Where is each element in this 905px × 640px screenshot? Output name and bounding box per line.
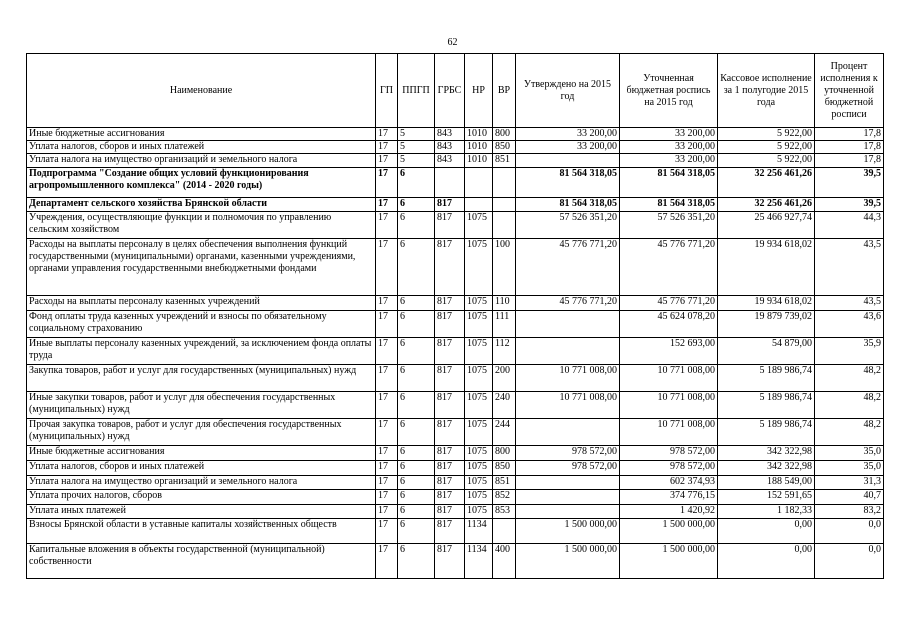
cell-grbs: 817 <box>435 392 465 419</box>
cell-percent: 35,9 <box>815 338 884 365</box>
table-row <box>27 544 884 579</box>
cell-cash: 188 549,00 <box>718 476 815 490</box>
cell-refined: 1 420,92 <box>620 505 718 519</box>
cell-grbs: 817 <box>435 476 465 490</box>
cell-grbs: 817 <box>435 519 465 544</box>
cell-gp: 17 <box>376 419 398 446</box>
cell-np: 1075 <box>465 311 493 338</box>
cell-name: Уплата налогов, сборов и иных платежей <box>27 141 376 154</box>
cell-percent: 17,8 <box>815 128 884 141</box>
cell-vr <box>493 519 516 544</box>
cell-gp: 17 <box>376 476 398 490</box>
cell-name: Взносы Брянской области в уставные капиталы хозяйственных обществ <box>27 519 376 544</box>
cell-np: 1075 <box>465 392 493 419</box>
cell-approved <box>516 419 620 446</box>
cell-vr: 853 <box>493 505 516 519</box>
cell-vr: 110 <box>493 296 516 311</box>
cell-ppgp: 5 <box>398 128 435 141</box>
cell-cash: 19 879 739,02 <box>718 311 815 338</box>
table-row <box>27 392 884 419</box>
cell-vr: 851 <box>493 154 516 168</box>
cell-name: Расходы на выплаты персоналу в целях обеспечения выполнения функций государственными (муниципальными) органами, казенными учреждениями, органами управления государственными внебюджетными фондами <box>27 239 376 296</box>
header-grbs: ГРБС <box>435 54 465 128</box>
cell-cash: 5 189 986,74 <box>718 419 815 446</box>
cell-cash: 5 189 986,74 <box>718 392 815 419</box>
cell-approved: 10 771 008,00 <box>516 365 620 392</box>
cell-name: Уплата налога на имущество организаций и земельного налога <box>27 476 376 490</box>
cell-gp: 17 <box>376 212 398 239</box>
cell-percent: 0,0 <box>815 519 884 544</box>
cell-ppgp: 6 <box>398 419 435 446</box>
header-cash: Кассовое исполнение за 1 полугодие 2015 года <box>718 54 815 128</box>
cell-name: Иные закупки товаров, работ и услуг для обеспечения государственных (муниципальных) нужд <box>27 392 376 419</box>
cell-grbs: 817 <box>435 239 465 296</box>
cell-grbs: 817 <box>435 311 465 338</box>
cell-refined: 45 776 771,20 <box>620 296 718 311</box>
cell-gp: 17 <box>376 519 398 544</box>
budget-table <box>26 53 884 579</box>
cell-ppgp: 6 <box>398 461 435 476</box>
cell-name: Уплата налогов, сборов и иных платежей <box>27 461 376 476</box>
cell-approved: 978 572,00 <box>516 461 620 476</box>
cell-refined: 152 693,00 <box>620 338 718 365</box>
cell-name: Прочая закупка товаров, работ и услуг для обеспечения государственных (муниципальных) нужд <box>27 419 376 446</box>
cell-ppgp: 5 <box>398 154 435 168</box>
cell-vr: 800 <box>493 446 516 461</box>
header-name: Наименование <box>27 54 376 128</box>
cell-refined: 45 776 771,20 <box>620 239 718 296</box>
cell-gp: 17 <box>376 128 398 141</box>
cell-approved: 33 200,00 <box>516 128 620 141</box>
table-row <box>27 365 884 392</box>
cell-name: Иные бюджетные ассигнования <box>27 128 376 141</box>
cell-approved: 10 771 008,00 <box>516 392 620 419</box>
header-row <box>27 54 884 128</box>
cell-percent: 40,7 <box>815 490 884 505</box>
cell-np: 1010 <box>465 154 493 168</box>
cell-grbs: 817 <box>435 338 465 365</box>
table-row <box>27 168 884 198</box>
table-row <box>27 419 884 446</box>
cell-cash: 342 322,98 <box>718 461 815 476</box>
cell-percent: 17,8 <box>815 141 884 154</box>
cell-cash: 152 591,65 <box>718 490 815 505</box>
cell-np: 1010 <box>465 128 493 141</box>
cell-ppgp: 6 <box>398 519 435 544</box>
cell-grbs: 843 <box>435 154 465 168</box>
cell-np: 1075 <box>465 212 493 239</box>
cell-approved: 45 776 771,20 <box>516 239 620 296</box>
cell-gp: 17 <box>376 392 398 419</box>
cell-gp: 17 <box>376 446 398 461</box>
table-row <box>27 519 884 544</box>
cell-refined: 81 564 318,05 <box>620 198 718 212</box>
cell-grbs: 817 <box>435 461 465 476</box>
cell-cash: 32 256 461,26 <box>718 198 815 212</box>
header-approved: Утверждено на 2015 год <box>516 54 620 128</box>
cell-grbs: 817 <box>435 490 465 505</box>
cell-vr: 200 <box>493 365 516 392</box>
cell-name: Расходы на выплаты персоналу казенных учреждений <box>27 296 376 311</box>
cell-ppgp: 6 <box>398 311 435 338</box>
table-row <box>27 141 884 154</box>
cell-grbs: 817 <box>435 296 465 311</box>
table-row <box>27 212 884 239</box>
cell-cash: 32 256 461,26 <box>718 168 815 198</box>
table-row <box>27 490 884 505</box>
cell-ppgp: 6 <box>398 476 435 490</box>
cell-name: Иные выплаты персоналу казенных учреждений, за исключением фонда оплаты труда <box>27 338 376 365</box>
cell-grbs: 843 <box>435 141 465 154</box>
cell-np: 1075 <box>465 505 493 519</box>
cell-vr: 800 <box>493 128 516 141</box>
cell-percent: 44,3 <box>815 212 884 239</box>
cell-cash: 5 922,00 <box>718 141 815 154</box>
cell-gp: 17 <box>376 338 398 365</box>
cell-name: Уплата налога на имущество организаций и земельного налога <box>27 154 376 168</box>
cell-percent: 0,0 <box>815 544 884 579</box>
table-row <box>27 239 884 296</box>
cell-cash: 19 934 618,02 <box>718 239 815 296</box>
cell-vr: 850 <box>493 461 516 476</box>
cell-cash: 5 922,00 <box>718 154 815 168</box>
cell-ppgp: 6 <box>398 490 435 505</box>
cell-gp: 17 <box>376 168 398 198</box>
cell-gp: 17 <box>376 239 398 296</box>
cell-grbs: 817 <box>435 446 465 461</box>
cell-percent: 39,5 <box>815 198 884 212</box>
cell-ppgp: 6 <box>398 544 435 579</box>
cell-vr: 111 <box>493 311 516 338</box>
cell-name: Уплата прочих налогов, сборов <box>27 490 376 505</box>
cell-cash: 25 466 927,74 <box>718 212 815 239</box>
cell-percent: 35,0 <box>815 446 884 461</box>
cell-grbs: 817 <box>435 544 465 579</box>
cell-name: Капитальные вложения в объекты государственной (муниципальной) собственности <box>27 544 376 579</box>
cell-ppgp: 6 <box>398 168 435 198</box>
cell-approved: 57 526 351,20 <box>516 212 620 239</box>
cell-refined: 602 374,93 <box>620 476 718 490</box>
cell-vr <box>493 198 516 212</box>
cell-percent: 83,2 <box>815 505 884 519</box>
cell-ppgp: 6 <box>398 296 435 311</box>
header-vr: ВР <box>493 54 516 128</box>
cell-cash: 0,00 <box>718 544 815 579</box>
cell-name: Уплата иных платежей <box>27 505 376 519</box>
cell-refined: 10 771 008,00 <box>620 365 718 392</box>
cell-gp: 17 <box>376 461 398 476</box>
cell-approved: 81 564 318,05 <box>516 168 620 198</box>
cell-gp: 17 <box>376 544 398 579</box>
cell-approved <box>516 338 620 365</box>
cell-np: 1075 <box>465 296 493 311</box>
cell-np: 1075 <box>465 446 493 461</box>
cell-grbs: 817 <box>435 505 465 519</box>
cell-cash: 54 879,00 <box>718 338 815 365</box>
cell-percent: 43,6 <box>815 311 884 338</box>
cell-gp: 17 <box>376 296 398 311</box>
cell-percent: 17,8 <box>815 154 884 168</box>
cell-grbs: 843 <box>435 128 465 141</box>
cell-ppgp: 6 <box>398 338 435 365</box>
table-row <box>27 198 884 212</box>
cell-cash: 0,00 <box>718 519 815 544</box>
cell-approved <box>516 154 620 168</box>
cell-refined: 10 771 008,00 <box>620 419 718 446</box>
table-row <box>27 311 884 338</box>
cell-refined: 33 200,00 <box>620 154 718 168</box>
cell-name: Учреждения, осуществляющие функции и полномочия по управлению сельским хозяйством <box>27 212 376 239</box>
cell-np: 1075 <box>465 490 493 505</box>
cell-approved <box>516 311 620 338</box>
cell-vr: 850 <box>493 141 516 154</box>
cell-vr: 851 <box>493 476 516 490</box>
cell-percent: 39,5 <box>815 168 884 198</box>
cell-refined: 1 500 000,00 <box>620 544 718 579</box>
cell-np: 1075 <box>465 239 493 296</box>
cell-gp: 17 <box>376 198 398 212</box>
cell-gp: 17 <box>376 505 398 519</box>
cell-name: Иные бюджетные ассигнования <box>27 446 376 461</box>
table-row <box>27 505 884 519</box>
cell-np: 1134 <box>465 544 493 579</box>
cell-name: Департамент сельского хозяйства Брянской области <box>27 198 376 212</box>
cell-vr: 112 <box>493 338 516 365</box>
cell-ppgp: 6 <box>398 505 435 519</box>
cell-grbs: 817 <box>435 419 465 446</box>
cell-approved: 33 200,00 <box>516 141 620 154</box>
cell-ppgp: 6 <box>398 198 435 212</box>
cell-percent: 31,3 <box>815 476 884 490</box>
table-row <box>27 154 884 168</box>
cell-percent: 48,2 <box>815 392 884 419</box>
header-ppgp: ППГП <box>398 54 435 128</box>
cell-grbs <box>435 168 465 198</box>
cell-refined: 1 500 000,00 <box>620 519 718 544</box>
cell-percent: 48,2 <box>815 419 884 446</box>
cell-gp: 17 <box>376 154 398 168</box>
cell-ppgp: 6 <box>398 212 435 239</box>
cell-vr <box>493 212 516 239</box>
cell-np <box>465 198 493 212</box>
cell-np: 1075 <box>465 419 493 446</box>
cell-approved: 81 564 318,05 <box>516 198 620 212</box>
cell-gp: 17 <box>376 365 398 392</box>
header-percent: Процент исполнения к уточненной бюджетной росписи <box>815 54 884 128</box>
cell-cash: 342 322,98 <box>718 446 815 461</box>
cell-approved: 978 572,00 <box>516 446 620 461</box>
table-row <box>27 128 884 141</box>
cell-ppgp: 6 <box>398 446 435 461</box>
cell-refined: 33 200,00 <box>620 141 718 154</box>
cell-ppgp: 6 <box>398 239 435 296</box>
cell-grbs: 817 <box>435 365 465 392</box>
cell-name: Подпрограмма "Создание общих условий функционирования агропромышленного комплекса" (2014 - 2020 годы) <box>27 168 376 198</box>
cell-np: 1075 <box>465 476 493 490</box>
header-refined: Уточненная бюджетная роспись на 2015 год <box>620 54 718 128</box>
cell-refined: 33 200,00 <box>620 128 718 141</box>
cell-cash: 1 182,33 <box>718 505 815 519</box>
cell-cash: 5 189 986,74 <box>718 365 815 392</box>
cell-vr <box>493 168 516 198</box>
cell-np: 1134 <box>465 519 493 544</box>
cell-percent: 43,5 <box>815 296 884 311</box>
cell-grbs: 817 <box>435 198 465 212</box>
header-gp: ГП <box>376 54 398 128</box>
cell-gp: 17 <box>376 490 398 505</box>
cell-gp: 17 <box>376 311 398 338</box>
cell-np: 1075 <box>465 365 493 392</box>
cell-grbs: 817 <box>435 212 465 239</box>
cell-approved <box>516 476 620 490</box>
cell-vr: 100 <box>493 239 516 296</box>
cell-ppgp: 6 <box>398 365 435 392</box>
cell-refined: 57 526 351,20 <box>620 212 718 239</box>
cell-np <box>465 168 493 198</box>
table-row <box>27 446 884 461</box>
cell-vr: 852 <box>493 490 516 505</box>
cell-percent: 35,0 <box>815 461 884 476</box>
cell-np: 1075 <box>465 338 493 365</box>
page-number: 62 <box>447 37 458 48</box>
header-np: НР <box>465 54 493 128</box>
cell-ppgp: 5 <box>398 141 435 154</box>
cell-refined: 374 776,15 <box>620 490 718 505</box>
table-body <box>27 128 884 579</box>
cell-name: Закупка товаров, работ и услуг для государственных (муниципальных) нужд <box>27 365 376 392</box>
cell-approved: 1 500 000,00 <box>516 519 620 544</box>
cell-vr: 240 <box>493 392 516 419</box>
cell-percent: 43,5 <box>815 239 884 296</box>
cell-refined: 10 771 008,00 <box>620 392 718 419</box>
cell-np: 1010 <box>465 141 493 154</box>
cell-cash: 19 934 618,02 <box>718 296 815 311</box>
cell-np: 1075 <box>465 461 493 476</box>
cell-ppgp: 6 <box>398 392 435 419</box>
table-row <box>27 338 884 365</box>
cell-refined: 978 572,00 <box>620 446 718 461</box>
cell-cash: 5 922,00 <box>718 128 815 141</box>
cell-vr: 244 <box>493 419 516 446</box>
cell-approved <box>516 505 620 519</box>
cell-percent: 48,2 <box>815 365 884 392</box>
cell-vr: 400 <box>493 544 516 579</box>
cell-refined: 978 572,00 <box>620 461 718 476</box>
cell-approved: 1 500 000,00 <box>516 544 620 579</box>
cell-refined: 81 564 318,05 <box>620 168 718 198</box>
cell-approved: 45 776 771,20 <box>516 296 620 311</box>
table-row <box>27 461 884 476</box>
cell-name: Фонд оплаты труда казенных учреждений и взносы по обязательному социальному страхованию <box>27 311 376 338</box>
cell-refined: 45 624 078,20 <box>620 311 718 338</box>
table-row <box>27 296 884 311</box>
cell-gp: 17 <box>376 141 398 154</box>
table-row <box>27 476 884 490</box>
cell-approved <box>516 490 620 505</box>
